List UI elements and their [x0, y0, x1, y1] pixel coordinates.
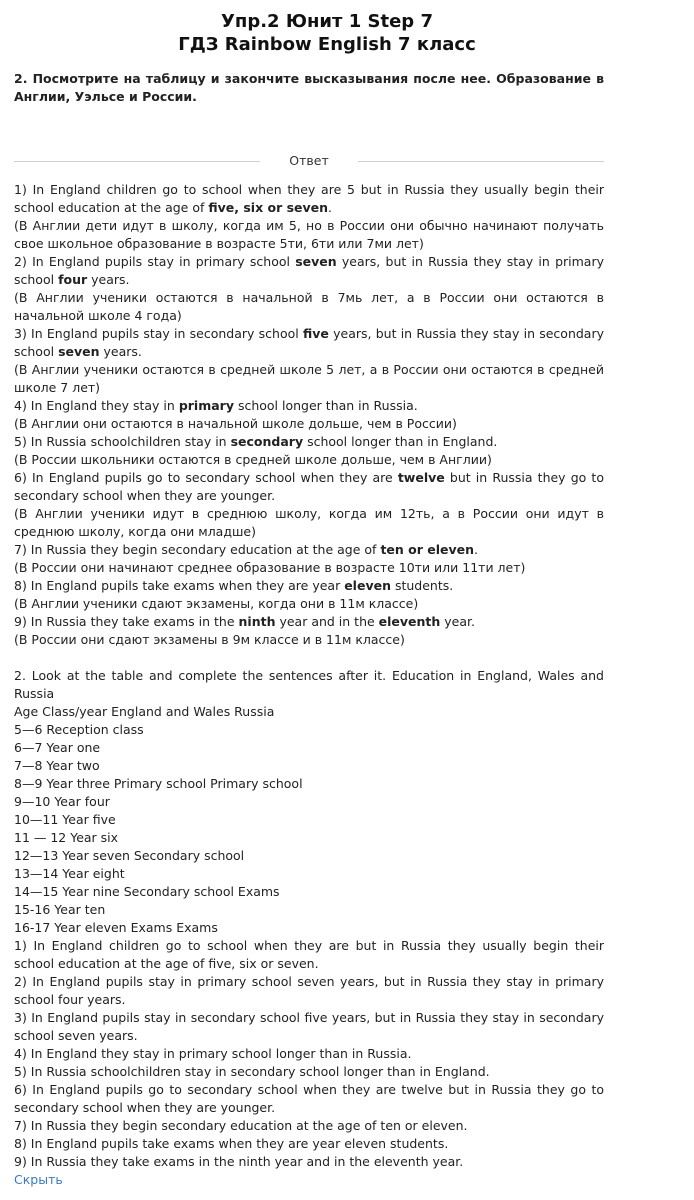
answer-text: year.	[440, 614, 475, 629]
sentence-line: 8) In England pupils take exams when they are year eleven students.	[14, 1136, 449, 1151]
answer-text: 2) In England pupils stay in primary school	[14, 254, 296, 269]
table-line: 16-17 Year eleven Exams Exams	[14, 920, 218, 935]
answer-ru-line: (В России школьники остаются в средней школе дольше, чем в Англии)	[14, 452, 492, 467]
sentence-line: 2) In England pupils stay in primary school seven years, but in Russia they stay in primary school four years.	[14, 974, 604, 1007]
answer-en-line	[14, 577, 604, 595]
table-line: 6—7 Year one	[14, 740, 101, 755]
answer-highlight: primary	[178, 398, 234, 413]
answer-text: years, but in Russia they stay in secondary school	[14, 326, 604, 359]
answer-highlight: seven	[58, 344, 100, 359]
table-line: 15-16 Year ten	[14, 902, 106, 917]
answer-highlight: twelve	[397, 470, 445, 485]
answer-en-line	[14, 325, 604, 361]
sentence-line: 5) In Russia schoolchildren stay in secondary school longer than in England.	[14, 1064, 490, 1079]
answer-text: years.	[99, 344, 142, 359]
answer-en-line	[14, 253, 604, 289]
sentences-block	[14, 937, 604, 1171]
hide-link[interactable]: Скрыть	[14, 1172, 63, 1187]
sentence-line: 3) In England pupils stay in secondary school five years, but in Russia they stay in secondary school seven years.	[14, 1010, 604, 1043]
answer-en-line	[14, 397, 604, 415]
sentence-line: 7) In Russia they begin secondary education at the age of ten or eleven.	[14, 1118, 468, 1133]
table-line: 5—6 Reception class	[14, 722, 144, 737]
answer-en-line	[14, 433, 604, 451]
divider-right	[358, 161, 604, 162]
answer-en-line	[14, 541, 604, 559]
answer-highlight: five, six or seven	[208, 200, 329, 215]
sentence-line: 6) In England pupils go to secondary school when they are twelve but in Russia they go to secondary school when they are younger.	[14, 1082, 604, 1115]
answer-en-line	[14, 469, 604, 505]
table-line: 13—14 Year eight	[14, 866, 125, 881]
table-line: 7—8 Year two	[14, 758, 100, 773]
answer-text: school longer than in England.	[303, 434, 498, 449]
answer-text: but in Russia they go to secondary school when they are younger.	[14, 470, 604, 503]
answer-highlight: seven	[295, 254, 337, 269]
answer-en-line	[14, 181, 604, 217]
answer-text: students.	[390, 578, 454, 593]
sentence-line: 4) In England they stay in primary school longer than in Russia.	[14, 1046, 412, 1061]
answer-text: 9) In Russia they take exams in the	[14, 614, 239, 629]
answer-ru-line: (В Англии ученики остаются в начальной в 7мь лет, а в России они остаются в начальной школе 4 года)	[14, 290, 604, 323]
sentence-line: 9) In Russia they take exams in the ninth year and in the eleventh year.	[14, 1154, 464, 1169]
table-line: 14—15 Year nine Secondary school Exams	[14, 884, 280, 899]
answer-label: Ответ	[289, 153, 329, 168]
table-line: 10—11 Year five	[14, 812, 116, 827]
answer-en-line	[14, 613, 604, 631]
table-line: 12—13 Year seven Secondary school	[14, 848, 245, 863]
page-subtitle: ГДЗ Rainbow English 7 класс	[178, 34, 476, 55]
table-line: 8—9 Year three Primary school Primary school	[14, 776, 303, 791]
answer-text: 6) In England pupils go to secondary school when they are	[14, 470, 398, 485]
table-line: 11 — 12 Year six	[14, 830, 119, 845]
answer-ru-line: (В Англии дети идут в школу, когда им 5, но в России они обычно начинают получать свое школьное образование в возрасте 5ти, 6ти или 7ми лет)	[14, 218, 604, 251]
answer-text: 3) In England pupils stay in secondary school	[14, 326, 303, 341]
sentence-line: 1) In England children go to school when they are but in Russia they usually begin their school education at the age of five, six or seven.	[14, 938, 604, 971]
answer-ru-line: (В Англии ученики идут в среднюю школу, когда им 12ть, а в России они идут в среднюю школу, когда они младше)	[14, 506, 604, 539]
table-block	[14, 667, 604, 937]
task-statement: 2. Посмотрите на таблицу и закончите высказывания после нее. Образование в Англии, Уэльсе и России.	[14, 71, 604, 104]
answer-highlight: four	[58, 272, 88, 287]
answer-highlight: five	[302, 326, 329, 341]
table-line: 2. Look at the table and complete the sentences after it. Education in England, Wales and Russia	[14, 668, 604, 701]
table-line: 9—10 Year four	[14, 794, 110, 809]
answer-text: years, but in Russia they stay in primary school	[14, 254, 604, 287]
table-line: Age Class/year England and Wales Russia	[14, 704, 275, 719]
answer-ru-line: (В России они сдают экзамены в 9м классе и в 11м классе)	[14, 632, 405, 647]
answer-text: 4) In England they stay in	[14, 398, 179, 413]
answer-highlight: eleventh	[378, 614, 441, 629]
answers-block	[14, 181, 604, 649]
page-title: Упр.2 Юнит 1 Step 7	[221, 11, 433, 32]
answer-ru-line: (В Англии они остаются в начальной школе дольше, чем в России)	[14, 416, 457, 431]
answer-text: 5) In Russia schoolchildren stay in	[14, 434, 231, 449]
answer-text: 1) In England children go to school when they are 5 but in Russia they usually begin their school education at the age of	[14, 182, 604, 215]
answer-text: years.	[87, 272, 130, 287]
answer-highlight: eleven	[344, 578, 391, 593]
answer-highlight: secondary	[230, 434, 304, 449]
answer-text: .	[474, 542, 478, 557]
answer-text: school longer than in Russia.	[233, 398, 418, 413]
answer-text: 8) In England pupils take exams when they are year	[14, 578, 345, 593]
answer-ru-line: (В Англии ученики остаются в средней школе 5 лет, а в России они остаются в средней школе 7 лет)	[14, 362, 604, 395]
answer-highlight: ninth	[238, 614, 276, 629]
answer-ru-line: (В России они начинают среднее образование в возрасте 10ти или 11ти лет)	[14, 560, 526, 575]
answer-highlight: ten or eleven	[380, 542, 475, 557]
answer-text: 7) In Russia they begin secondary education at the age of	[14, 542, 381, 557]
answer-ru-line: (В Англии ученики сдают экзамены, когда они в 11м классе)	[14, 596, 419, 611]
answer-text: year and in the	[275, 614, 379, 629]
divider-left	[14, 161, 260, 162]
answer-text: .	[328, 200, 333, 215]
